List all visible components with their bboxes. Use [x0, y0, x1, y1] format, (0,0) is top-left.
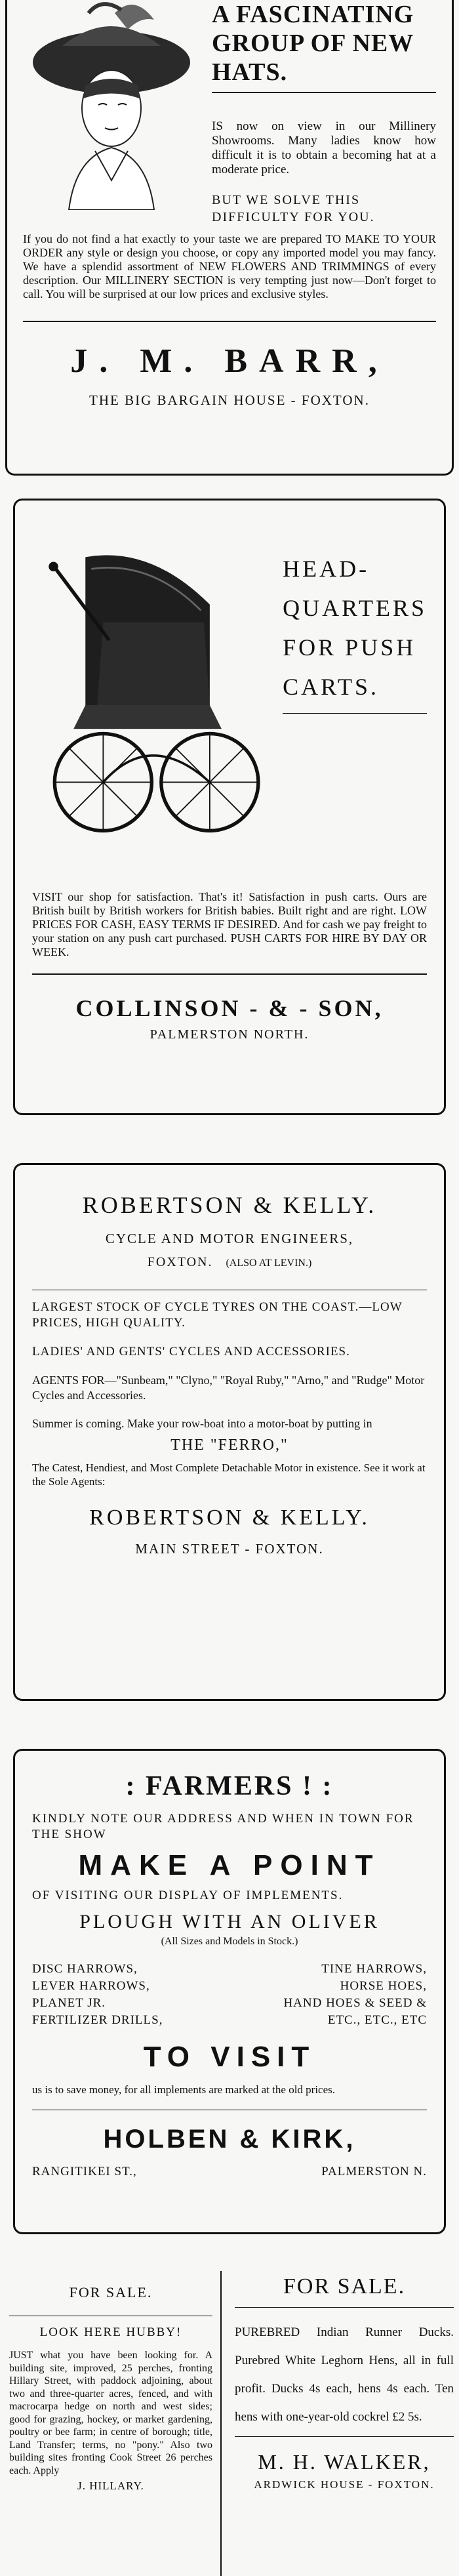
push-cart-illustration [32, 516, 263, 870]
holben-left-item: PLANET JR. [32, 1996, 106, 2010]
holben-save-text: us is to save money, for all implements are marked at the old prices. [32, 2083, 336, 2096]
barr-solve-heading: BUT WE SOLVE THIS DIFFICULTY FOR YOU. [212, 193, 375, 224]
holben-left-list [32, 1961, 163, 2029]
holben-street: RANGITIKEI ST., [32, 2165, 137, 2178]
walker-address: ARDWICK HOUSE - FOXTON. [254, 2478, 435, 2491]
holben-right-item: ETC., ETC., ETC [327, 2013, 427, 2027]
holben-left-item: DISC HARROWS, [32, 1962, 138, 1976]
collinson-name: COLLINSON - & - SON, [75, 995, 384, 1021]
barr-body-text: If you do not find a hat exactly to your taste we are prepared TO MAKE TO YOUR ORDER any style or design you choose, or copy any imported model you may fancy. We have a splendid assortment of NEW FLOWERS AND TRIMMINGS of every description. Our MILLINERY SECTION is very tempting just now—Don't forget to call. You will be surprised at our low prices and exclusive styles. [23, 232, 436, 300]
holben-right-item: TINE HARROWS, [321, 1962, 427, 1976]
robertson-agents-text: AGENTS FOR—"Sunbeam," "Clyno," "Royal Ruby," "Arno," and "Rudge" Motor Cycles and Accessories. [32, 1374, 425, 1402]
robertson-ladies-text: LADIES' AND GENTS' CYCLES AND ACCESSORIES. [32, 1345, 350, 1359]
walker-title: FOR SALE. [283, 2274, 406, 2299]
robertson-name-footer: ROBERTSON & KELLY. [89, 1505, 370, 1530]
walker-advertisement [230, 2266, 454, 2576]
holben-sizes-note: (All Sizes and Models in Stock.) [161, 1936, 298, 1947]
holben-left-item: FERTILIZER DRILLS, [32, 2013, 163, 2027]
robertson-name: ROBERTSON & KELLY. [82, 1192, 377, 1218]
holben-right-item: HORSE HOES, [340, 1979, 427, 1993]
holben-right-list [283, 1961, 427, 2029]
robertson-ferro-description: The Catest, Hendiest, and Most Complete Detachable Motor in existence. See it work at the Sole Agents: [32, 1462, 426, 1488]
robertson-branch: (ALSO AT LEVIN.) [226, 1257, 312, 1269]
barr-tagline: THE BIG BARGAIN HOUSE - FOXTON. [89, 392, 370, 408]
robertson-stock-text: LARGEST STOCK OF CYCLE TYRES ON THE COAST.—LOW PRICES, HIGH QUALITY. [32, 1300, 403, 1330]
hillary-advertisement [5, 2271, 222, 2576]
barr-intro: IS now on view in our Millinery Showrooms. Many ladies know how difficult it is to obtain a becoming hat at a moderate price. [212, 119, 436, 176]
collinson-advertisement [13, 499, 446, 1115]
robertson-town: FOXTON. [147, 1255, 213, 1269]
barr-advertisement [5, 0, 454, 476]
barr-name: J. M. BARR, [70, 342, 389, 380]
hillary-title: FOR SALE. [69, 2284, 153, 2300]
robertson-ferro-heading: THE "FERRO," [170, 1437, 289, 1454]
holben-to-visit: TO VISIT [143, 2041, 316, 2073]
hillary-signature: J. HILLARY. [77, 2480, 144, 2492]
hillary-headline: LOOK HERE HUBBY! [39, 2325, 182, 2339]
holben-plough-heading: PLOUGH WITH AN OLIVER [79, 1911, 380, 1932]
collinson-location: PALMERSTON NORTH. [150, 1027, 309, 1042]
holben-kirk-advertisement [13, 1749, 446, 2234]
hillary-body-text: JUST what you have been looking for. A building site, improved, 25 perches, fronting Hillary Street, with paddock adjoining, about two and three-quarter acres, fenced, and with macrocarpa hedge on north and west sides; good for grazing, hockey, or market gardening, poultry or bee farm; in centre of borough; title, Land Transfer; terms, no "pony." Also two building sites fronting Cook Street 26 perches each. Apply [9, 2350, 212, 2476]
lady-hat-illustration [23, 0, 200, 210]
holben-visiting-text: OF VISITING OUR DISPLAY OF IMPLEMENTS. [32, 1889, 344, 1902]
collinson-headline: HEAD-QUARTERS FOR PUSH CARTS. [283, 556, 427, 700]
robertson-summer-text: Summer is coming. Make your row-boat into a motor-boat by putting in [32, 1417, 372, 1430]
holben-name: HOLBEN & KIRK, [103, 2125, 356, 2154]
robertson-subtitle: CYCLE AND MOTOR ENGINEERS, [105, 1231, 354, 1246]
holben-headline: : FARMERS ! : [125, 1771, 334, 1801]
holben-left-item: LEVER HARROWS, [32, 1979, 150, 1993]
robertson-kelly-advertisement [13, 1163, 446, 1701]
walker-name: M. H. WALKER, [258, 2450, 431, 2474]
holben-town: PALMERSTON N. [321, 2165, 427, 2178]
walker-body-text: PUREBRED Indian Runner Ducks. Purebred White Leghorn Hens, all in full profit. Ducks 4s each, hens 4s each. Ten hens with one-year-old cockrel £2 5s. [235, 2325, 454, 2424]
holben-right-item: HAND HOES & SEED & [283, 1996, 427, 2010]
robertson-address: MAIN STREET - FOXTON. [135, 1541, 324, 1557]
holben-note: KINDLY NOTE OUR ADDRESS AND WHEN IN TOWN FOR THE SHOW [32, 1812, 414, 1841]
barr-headline: A FASCINATING GROUP OF NEW HATS. [212, 1, 414, 86]
holben-make-a-point: MAKE A POINT [78, 1849, 381, 1881]
collinson-body-text: VISIT our shop for satisfaction. That's it! Satisfaction in push carts. Ours are British built by British workers for British babies. Built right and are right. LOW PRICES FOR CASH, EASY TERMS IF DESIRED. And for cash we pay freight to your station on any push cart purchased. PUSH CARTS FOR HIRE BY DAY OR WEEK. [32, 890, 427, 958]
